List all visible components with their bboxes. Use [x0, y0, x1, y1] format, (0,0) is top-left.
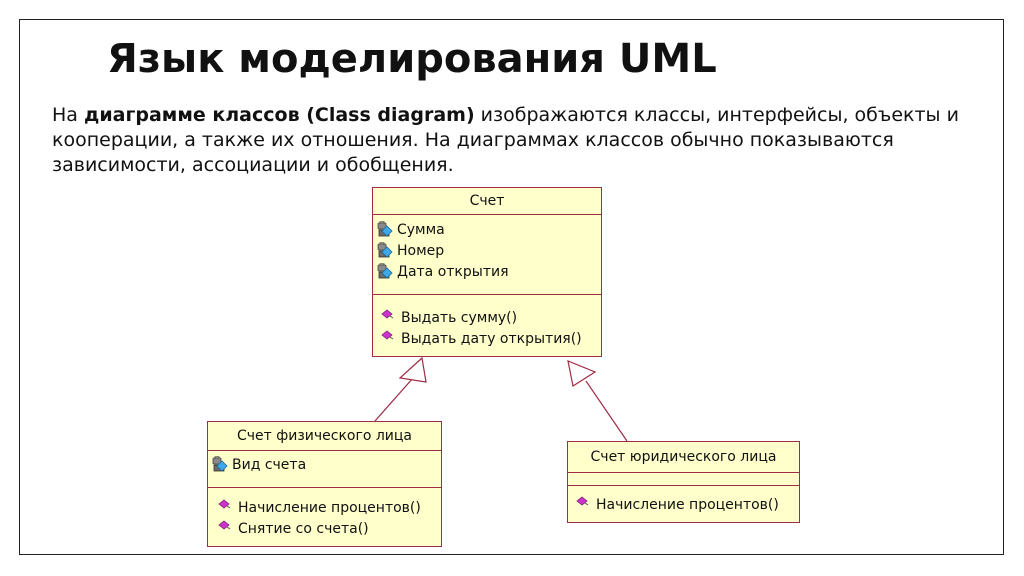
class-attributes [373, 215, 601, 295]
generalization-arrowhead-legal [568, 361, 595, 386]
attribute-row [212, 454, 441, 475]
attribute-name: Дата открытия [397, 263, 509, 280]
class-operations [568, 486, 799, 515]
operation-name: Выдать дату открытия() [401, 330, 582, 347]
class-name: Счет [373, 188, 601, 215]
operation-row [218, 497, 441, 518]
attribute-row [377, 240, 601, 261]
attribute-name: Номер [397, 242, 445, 259]
attribute-row [377, 219, 601, 240]
attribute-name: Вид счета [232, 456, 307, 473]
public-operation-icon [381, 309, 401, 327]
operation-name: Снятие со счета() [238, 520, 369, 537]
class-name: Счет физического лица [208, 422, 441, 451]
private-attribute-icon [377, 263, 397, 281]
operation-row [381, 307, 601, 328]
class-box-legal-account[interactable] [567, 441, 800, 523]
class-name: Счет юридического лица [568, 442, 799, 473]
paragraph-bold-term: диаграмме классов (Class diagram) [83, 104, 475, 126]
attribute-name: Сумма [397, 221, 445, 238]
class-operations [208, 488, 441, 539]
paragraph-text-before: На [52, 104, 84, 126]
private-attribute-icon [377, 242, 397, 260]
attribute-row [377, 261, 601, 282]
class-attributes [568, 473, 799, 486]
generalization-arrowhead-individual [400, 358, 426, 382]
public-operation-icon [381, 330, 401, 348]
class-box-individual-account[interactable] [207, 421, 442, 547]
generalization-line-individual [375, 378, 413, 421]
generalization-line-legal [586, 381, 627, 441]
operation-row [576, 494, 799, 515]
paragraph-text-after: изображаются классы, интерфейсы, объекты и кооперации, а также их отношения. На диаграммах классов обычно показываются зависимости, ассоциации и обобщения. [52, 104, 959, 176]
operation-name: Начисление процентов() [596, 496, 779, 513]
slide-title: Язык моделирования UML [107, 36, 717, 82]
public-operation-icon [218, 499, 238, 517]
operation-row [218, 518, 441, 539]
operation-name: Выдать сумму() [401, 309, 518, 326]
class-attributes [208, 451, 441, 488]
private-attribute-icon [212, 456, 232, 474]
operation-row [381, 328, 601, 349]
operation-name: Начисление процентов() [238, 499, 421, 516]
class-box-account[interactable] [372, 187, 602, 357]
private-attribute-icon [377, 221, 397, 239]
public-operation-icon [218, 520, 238, 538]
class-operations [373, 295, 601, 349]
public-operation-icon [576, 496, 596, 514]
